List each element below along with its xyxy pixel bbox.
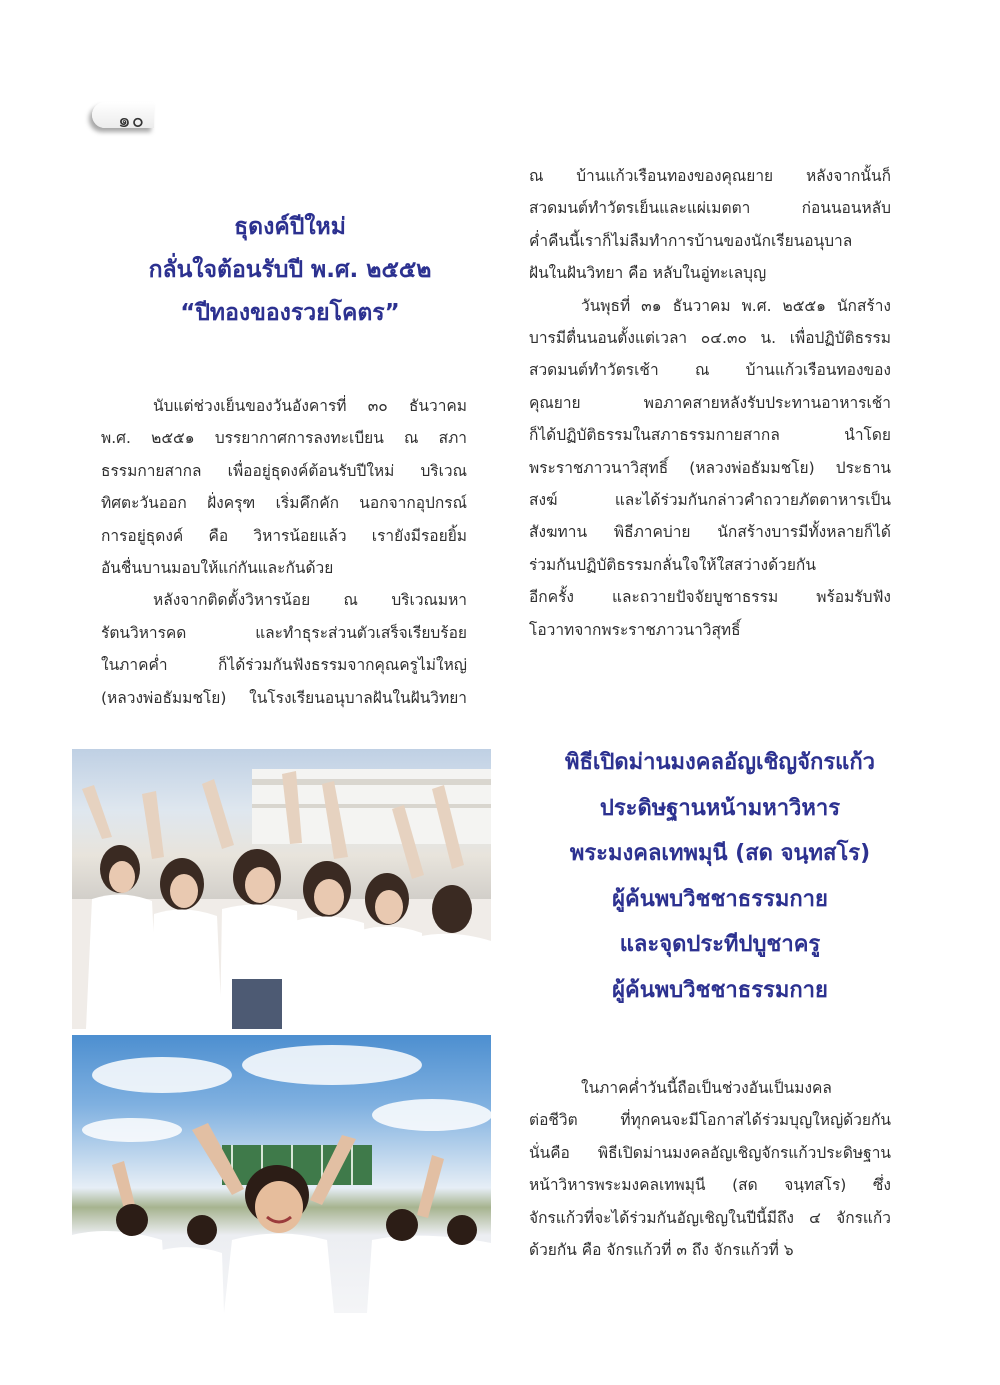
text-line: รัตนวิหารคด และทำธุระส่วนตัวเสร็จเรียบร้อย xyxy=(101,623,467,642)
text-line: ค่ำคืนนี้เราก็ไม่ลืมทำการบ้านของนักเรียนอนุบาล xyxy=(529,231,853,250)
crowd-photo-2 xyxy=(72,1035,491,1313)
text-line: อีกครั้ง และถวายปัจจัยบูชาธรรม พร้อมรับฟัง xyxy=(529,588,891,607)
text-line: ธรรมกายสากล เพื่ออยู่ธุดงค์ต้อนรับปีใหม่ บริเวณ xyxy=(101,461,467,480)
text-line: ฝันในฝันวิทยา คือ หลับในอู่ทะเลบุญ xyxy=(529,264,767,283)
heading-line: พิธีเปิดม่านมงคลอัญเชิญจักรแก้ว xyxy=(564,750,876,775)
text-line: สงฆ์ และได้ร่วมกันกล่าวคำถวายภัตตาหารเป็น xyxy=(529,491,891,510)
text-line: ทิศตะวันออก ฝั่งครุฑ เริ่มคึกคัก นอกจากอุปกรณ์ xyxy=(101,494,467,513)
text-line: โอวาทจากพระราชภาวนาวิสุทธิ์ xyxy=(529,620,741,639)
paragraph xyxy=(529,290,891,646)
text-line: วันพุธที่ ๓๑ ธันวาคม พ.ศ. ๒๕๕๑ นักสร้าง xyxy=(581,296,891,315)
text-line: ก็ได้ปฏิบัติธรรมในสภาธรรมกายสากล นำโดย xyxy=(529,426,891,445)
paragraph xyxy=(101,584,467,714)
text-line: บารมีตื่นนอนตั้งแต่เวลา ๐๔.๓๐ น. เพื่อปฏิบัติธรรม xyxy=(529,329,891,348)
ceremony-text xyxy=(529,1072,891,1266)
heading-line: ธุดงค์ปีใหม่ xyxy=(234,214,346,240)
text-line: พระราชภาวนาวิสุทธิ์ (หลวงพ่อธัมมชโย) ประธาน xyxy=(529,458,891,477)
heading-line: ผู้ค้นพบวิชชาธรรมกาย xyxy=(612,886,828,912)
paragraph xyxy=(101,390,467,584)
text-line: การอยู่ธุดงค์ คือ วิหารน้อยแล้ว เรายังมีรอยยิ้ม xyxy=(101,526,467,545)
text-line: ร่วมกันปฏิบัติธรรมกลั่นใจให้ใสสว่างด้วยกัน xyxy=(529,555,816,574)
text-line: นั่นคือ พิธีเปิดม่านมงคลอัญเชิญจักรแก้วประดิษฐาน xyxy=(529,1143,891,1162)
text-line: สวดมนต์ทำวัตรเย็นและแผ่เมตตา ก่อนนอนหลับ xyxy=(529,199,891,218)
text-line: ณ บ้านแก้วเรือนทองของคุณยาย หลังจากนั้นก็ xyxy=(529,167,891,185)
text-line: สังฆทาน พิธีภาคบ่าย นักสร้างบารมีทั้งหลายก็ได้ xyxy=(529,523,891,542)
text-line: ในภาคค่ำวันนี้ถือเป็นช่วงอันเป็นมงคล xyxy=(581,1079,832,1097)
text-line: คุณยาย พอภาคสายหลังรับประทานอาหารเช้า xyxy=(529,393,891,412)
heading-line: ผู้ค้นพบวิชชาธรรมกาย xyxy=(612,977,828,1003)
heading-line: กลั่นใจต้อนรับปี พ.ศ. ๒๕๕๒ xyxy=(148,257,432,283)
text-line: ต่อชีวิต ที่ทุกคนจะมีโอกาสได้ร่วมบุญใหญ่ด้วยกัน xyxy=(529,1111,891,1130)
left-column-text xyxy=(101,390,467,714)
article-heading-new-year xyxy=(80,206,500,335)
text-line: หน้าวิหารพระมงคลเทพมุนี (สด จนฺทสโร) ซึ่ง xyxy=(529,1176,891,1195)
heading-line: ประดิษฐานหน้ามหาวิหาร xyxy=(599,795,841,821)
text-line: อันชื่นบานมอบให้แก่กันและกันด้วย xyxy=(101,559,334,578)
article-heading-ceremony xyxy=(520,740,920,1013)
text-line: ในภาคค่ำ ก็ได้ร่วมกันฟังธรรมจากคุณครูไม่ใหญ่ xyxy=(101,656,467,675)
text-line: พ.ศ. ๒๕๕๑ บรรยากาศการลงทะเบียน ณ สภา xyxy=(101,429,467,448)
heading-line: และจุดประทีปบูชาครู xyxy=(619,932,821,957)
heading-line: พระมงคลเทพมุนี (สด จนฺทสโร) xyxy=(569,841,871,866)
heading-line: “ปีทองของรวยโคตร” xyxy=(180,300,400,326)
text-line: ด้วยกัน คือ จักรแก้วที่ ๓ ถึง จักรแก้วที่ ๖ xyxy=(529,1241,794,1260)
text-line: สวดมนต์ทำวัตรเช้า ณ บ้านแก้วเรือนทองของ xyxy=(529,361,891,380)
crowd-photo-1 xyxy=(72,749,491,1029)
text-line: จักรแก้วที่จะได้ร่วมกันอัญเชิญในปีนี้มีถึง ๔ จักรแก้ว xyxy=(529,1208,891,1227)
right-column-text xyxy=(529,160,891,646)
paragraph xyxy=(529,160,891,290)
text-line: (หลวงพ่อธัมมชโย) ในโรงเรียนอนุบาลฝันในฝันวิทยา xyxy=(101,688,467,707)
text-line: หลังจากติดตั้งวิหารน้อย ณ บริเวณมหา xyxy=(153,591,467,610)
page-number: ๑๐ xyxy=(118,108,145,132)
text-line: นับแต่ช่วงเย็นของวันอังคารที่ ๓๐ ธันวาคม xyxy=(153,397,467,415)
paragraph xyxy=(529,1072,891,1266)
